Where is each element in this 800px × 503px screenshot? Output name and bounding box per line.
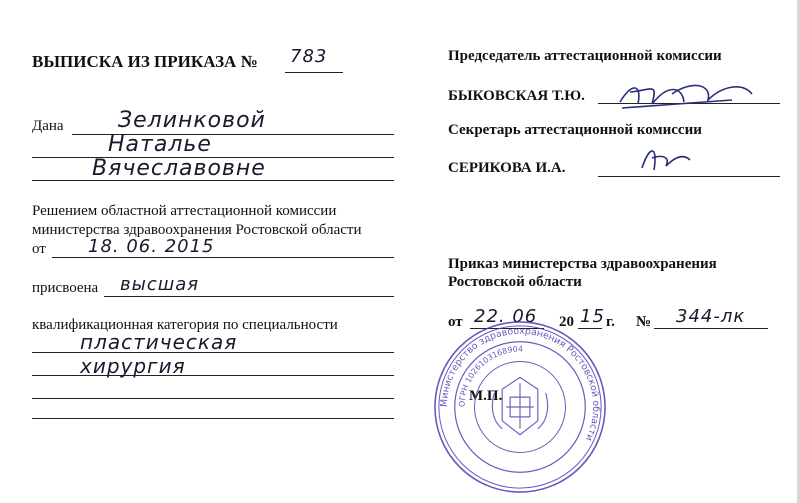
secretary-title: Секретарь аттестационной комиссии [448,122,702,138]
category-line [104,296,394,297]
chairman-signature [612,72,762,114]
date-from-label: от [32,241,46,257]
secretary-signature [636,140,696,176]
specialty-label: квалификационная категория по специальности [32,317,338,333]
svg-text:Министерство здравоохранения Р: Министерство здравоохранения Ростовской области [438,325,602,443]
secretary-signature-line [598,176,780,177]
extract-title: ВЫПИСКА ИЗ ПРИКАЗА № [32,52,258,71]
year-prefix: 20 [559,314,574,330]
secretary-name: СЕРИКОВА И.А. [448,160,566,176]
year-label: г. [606,314,615,330]
order-from-label: от [448,314,463,330]
ministry-order-number: 344-лк [676,306,746,327]
seal-place-label: М.П. [469,388,503,404]
decision-date: 18. 06. 2015 [88,236,215,257]
patronymic: Вячеславовне [92,156,266,181]
order-ministry-line-1: Приказ министерства здравоохранения [448,256,717,272]
specialty-word-1: пластическая [80,330,238,354]
chairman-title: Председатель аттестационной комиссии [448,48,722,64]
official-seal [431,318,609,496]
issued-to-label: Дана [32,118,64,134]
specialty-word-2: хирургия [80,354,186,378]
specialty-line-3 [32,398,394,399]
decision-text-2: министерства здравоохранения Ростовской области [32,222,362,238]
order-day-month: 22. 06 [474,306,538,327]
number-sign: № [636,314,652,330]
first-name: Наталье [108,132,212,157]
order-ministry-line-2: Ростовской области [448,274,582,290]
year-suffix: 15 [580,306,605,327]
chairman-name: БЫКОВСКАЯ Т.Ю. [448,88,585,104]
order-number: 783 [290,46,328,67]
category-value: высшая [120,274,200,295]
assigned-label: присвоена [32,280,99,296]
decision-date-line [52,257,394,258]
svg-text:ОГРН 1026103168904: ОГРН 1026103168904 [457,344,523,408]
order-number-line-right [654,328,768,329]
decision-text-1: Решением областной аттестационной комиссии [32,203,337,219]
surname: Зелинковой [118,108,266,133]
specialty-line-4 [32,418,394,419]
order-number-line [285,72,343,73]
